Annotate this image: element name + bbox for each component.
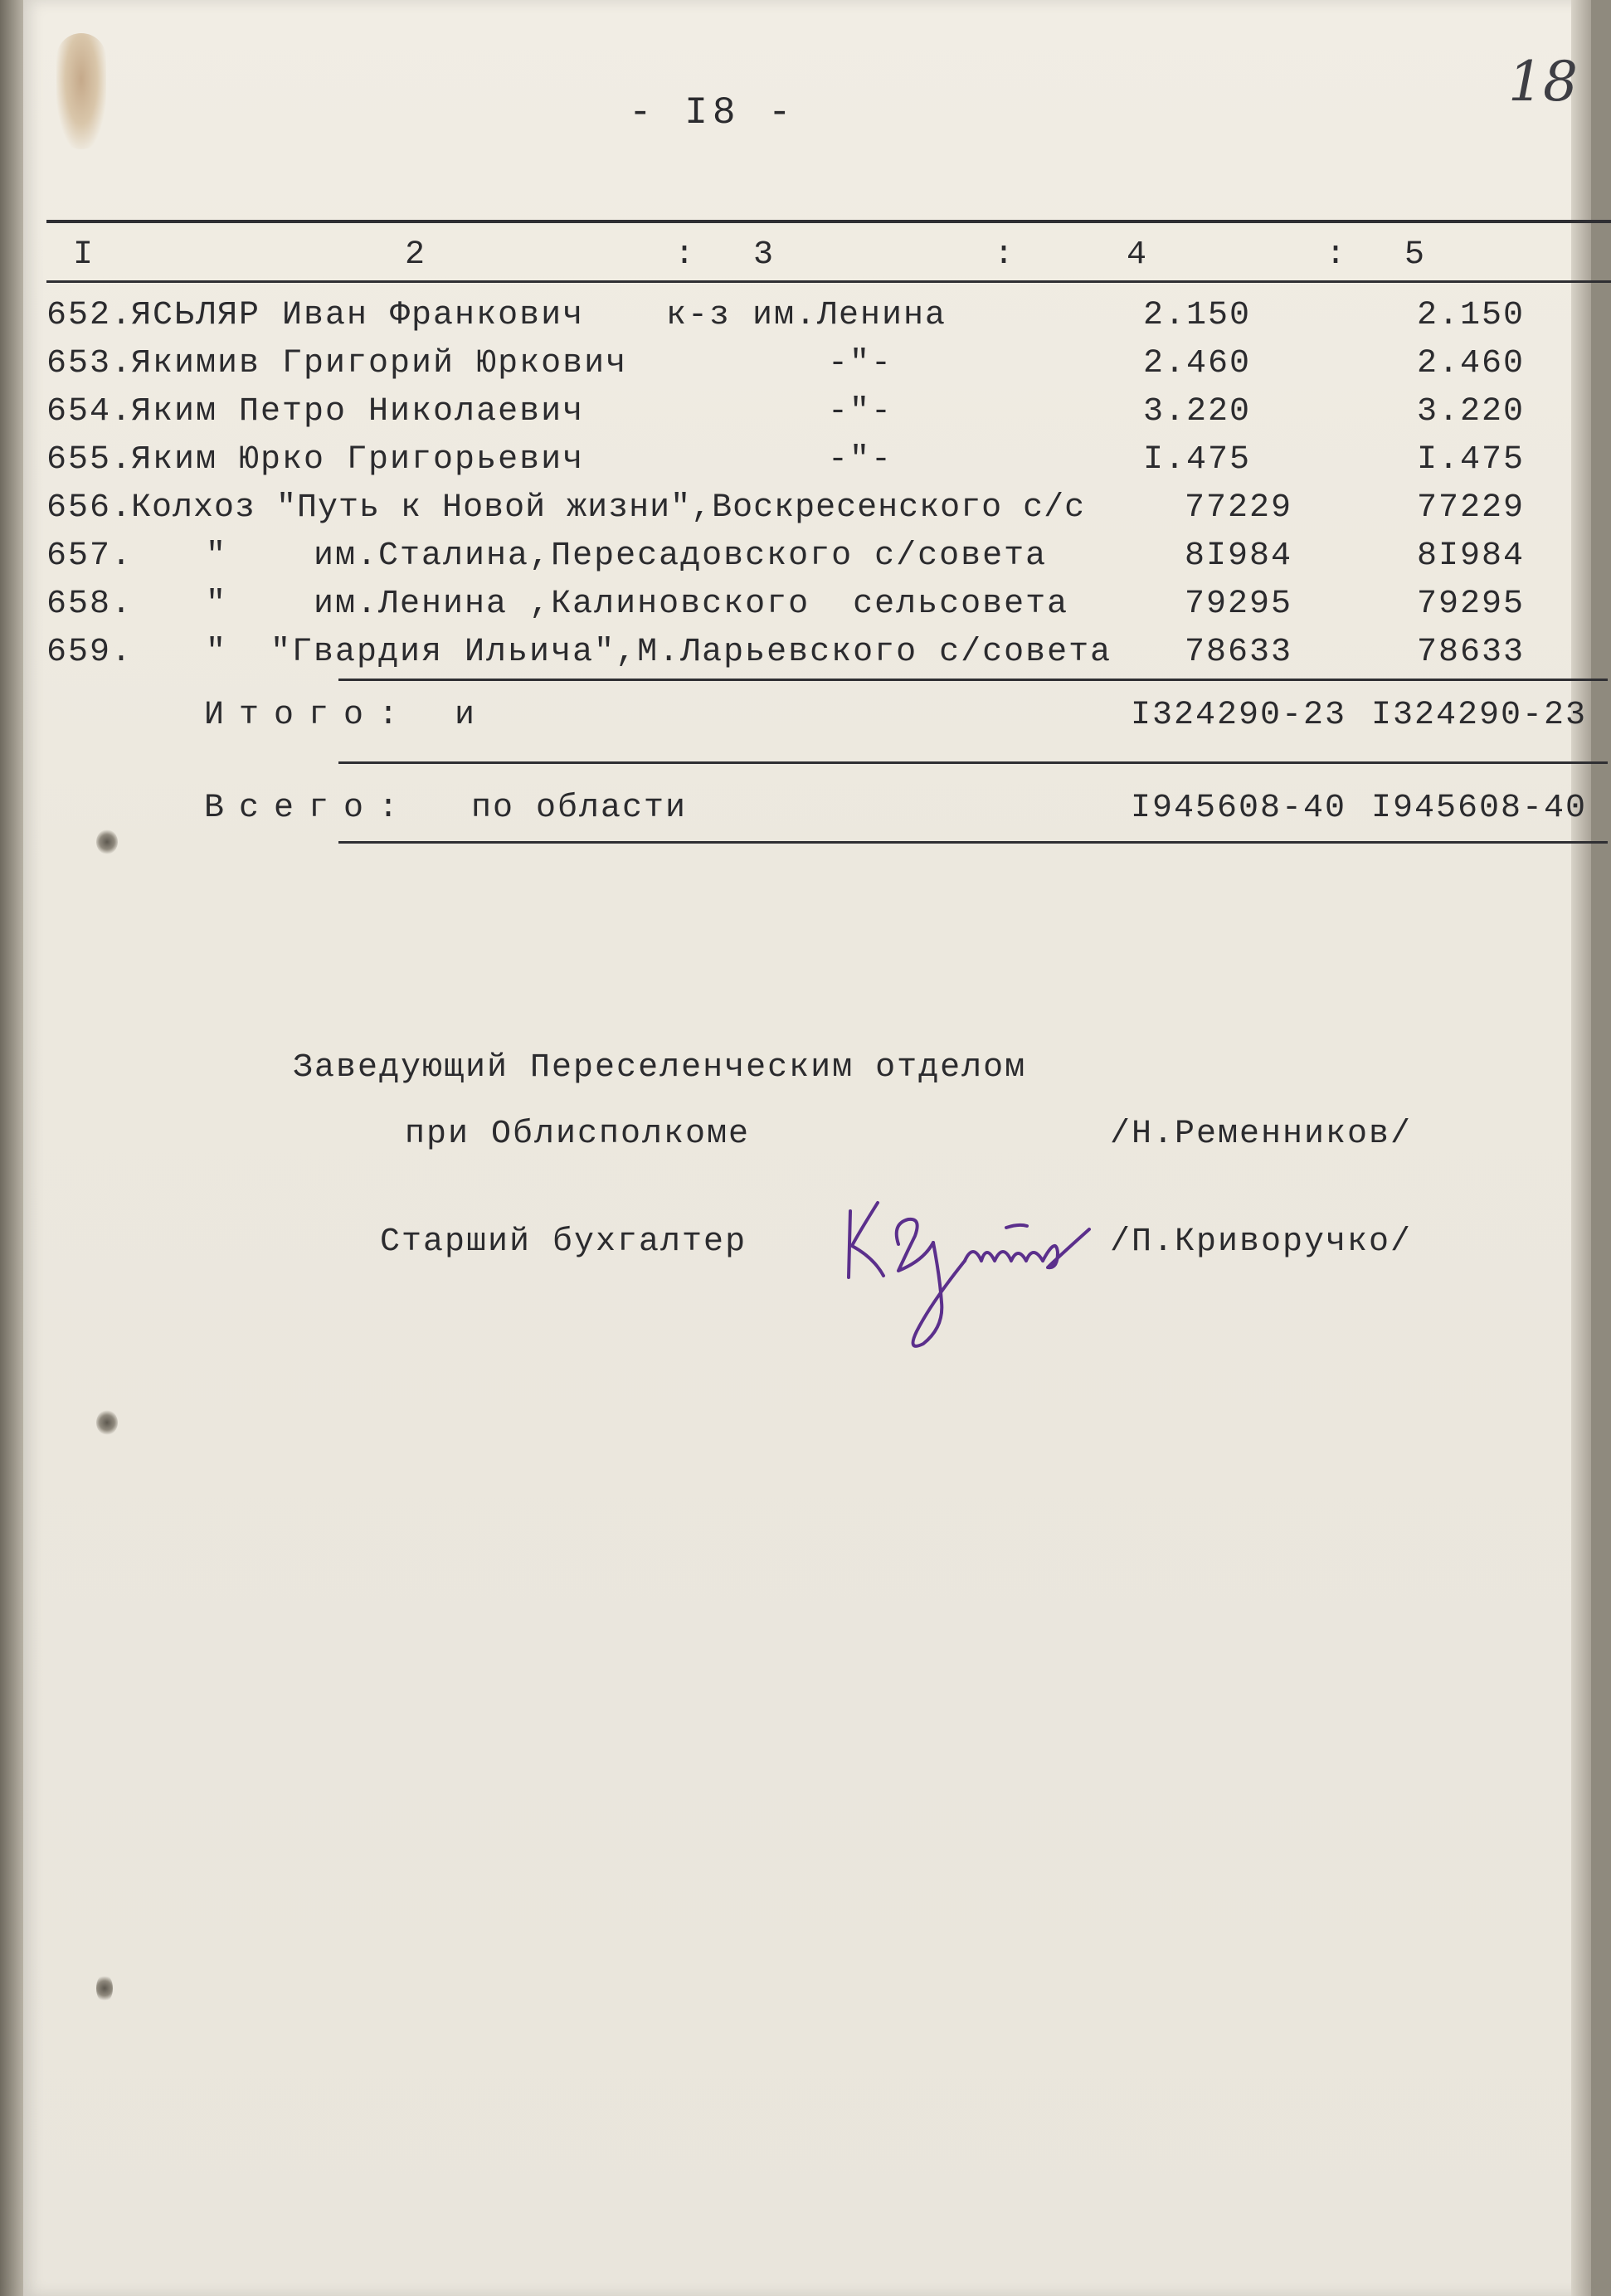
row-number: 656. bbox=[46, 489, 134, 527]
row-name: Якимив Григорий Юркович bbox=[131, 345, 628, 382]
vsego-label: Всего: bbox=[204, 790, 414, 827]
col-sep: : bbox=[1326, 236, 1348, 274]
row-number: 658. bbox=[46, 586, 134, 623]
row-number: 659. bbox=[46, 634, 134, 671]
row-col4: 2.150 bbox=[1142, 297, 1251, 334]
handwritten-page-number: 18 bbox=[1508, 50, 1578, 114]
accountant-name: /П.Криворучко/ bbox=[1110, 1223, 1413, 1261]
row-col4: I.475 bbox=[1142, 441, 1251, 479]
row-col4: 3.220 bbox=[1142, 393, 1251, 430]
row-col5: 2.150 bbox=[1416, 297, 1525, 334]
col-header-2: 2 bbox=[405, 236, 427, 274]
itogo-underline bbox=[338, 761, 1608, 764]
totals-rule bbox=[338, 679, 1608, 681]
head-title-line2: при Облисполкоме bbox=[405, 1116, 751, 1153]
row-col5: 3.220 bbox=[1416, 393, 1525, 430]
head-name: /Н.Ременников/ bbox=[1110, 1116, 1413, 1153]
binding-edge bbox=[0, 0, 25, 2296]
row-name: " "Гвардия Ильича",М.Ларьевского с/совета bbox=[206, 634, 1112, 671]
row-number: 657. bbox=[46, 538, 134, 575]
vsego-underline bbox=[338, 841, 1608, 844]
col-header-4: 4 bbox=[1127, 236, 1149, 274]
row-name: " им.Сталина,Пересадовского с/совета bbox=[206, 538, 1048, 575]
row-col4: 79295 bbox=[1184, 586, 1292, 623]
rust-stain bbox=[56, 33, 106, 149]
row-number: 652. bbox=[46, 297, 134, 334]
row-col4: 2.460 bbox=[1142, 345, 1251, 382]
row-kolkhoz: -"- bbox=[828, 345, 893, 382]
row-name: Яким Юрко Григорьевич bbox=[131, 441, 585, 479]
row-col4: 8I984 bbox=[1184, 538, 1292, 575]
row-name: Яким Петро Николаевич bbox=[131, 393, 585, 430]
col-header-1: I bbox=[73, 236, 95, 274]
itogo-suffix: и bbox=[455, 697, 477, 734]
col-sep: : bbox=[994, 236, 1016, 274]
itogo-label: Итого: bbox=[204, 697, 414, 734]
row-kolkhoz: -"- bbox=[828, 393, 893, 430]
head-title-line1: Заведующий Переселенческим отделом bbox=[293, 1049, 1027, 1087]
row-col4: 77229 bbox=[1184, 489, 1292, 527]
row-number: 655. bbox=[46, 441, 134, 479]
itogo-col5: I324290-23 bbox=[1371, 697, 1588, 734]
row-name: ЯСЬЛЯР Иван Франкович bbox=[131, 297, 585, 334]
row-number: 653. bbox=[46, 345, 134, 382]
punch-hole bbox=[96, 1974, 113, 2002]
row-col5: 77229 bbox=[1416, 489, 1525, 527]
row-col5: 79295 bbox=[1416, 586, 1525, 623]
row-kolkhoz: -"- bbox=[828, 441, 893, 479]
header-rule-bottom bbox=[46, 280, 1611, 283]
accountant-title: Старший бухгалтер bbox=[380, 1223, 747, 1261]
page-edge bbox=[1571, 0, 1591, 2296]
col-header-5: 5 bbox=[1404, 236, 1427, 274]
punch-hole bbox=[96, 1410, 118, 1435]
vsego-col4: I945608-40 bbox=[1131, 790, 1347, 827]
document-page bbox=[23, 0, 1591, 2296]
row-kolkhoz: к-з им.Ленина bbox=[666, 297, 947, 334]
itogo-col4: I324290-23 bbox=[1131, 697, 1347, 734]
row-col5: I.475 bbox=[1416, 441, 1525, 479]
col-sep: : bbox=[674, 236, 697, 274]
handwritten-signature bbox=[840, 1178, 1114, 1360]
col-header-3: 3 bbox=[753, 236, 776, 274]
header-rule-top bbox=[46, 220, 1611, 223]
page-number: - I8 - bbox=[629, 91, 796, 134]
row-col5: 8I984 bbox=[1416, 538, 1525, 575]
row-name: Колхоз "Путь к Новой жизни",Воскресенского с/с bbox=[131, 489, 1086, 527]
row-col4: 78633 bbox=[1184, 634, 1292, 671]
row-col5: 78633 bbox=[1416, 634, 1525, 671]
row-name: " им.Ленина ,Калиновского сельсовета bbox=[206, 586, 1069, 623]
punch-hole bbox=[96, 829, 118, 854]
vsego-suffix: по области bbox=[471, 790, 688, 827]
vsego-col5: I945608-40 bbox=[1371, 790, 1588, 827]
row-col5: 2.460 bbox=[1416, 345, 1525, 382]
row-number: 654. bbox=[46, 393, 134, 430]
